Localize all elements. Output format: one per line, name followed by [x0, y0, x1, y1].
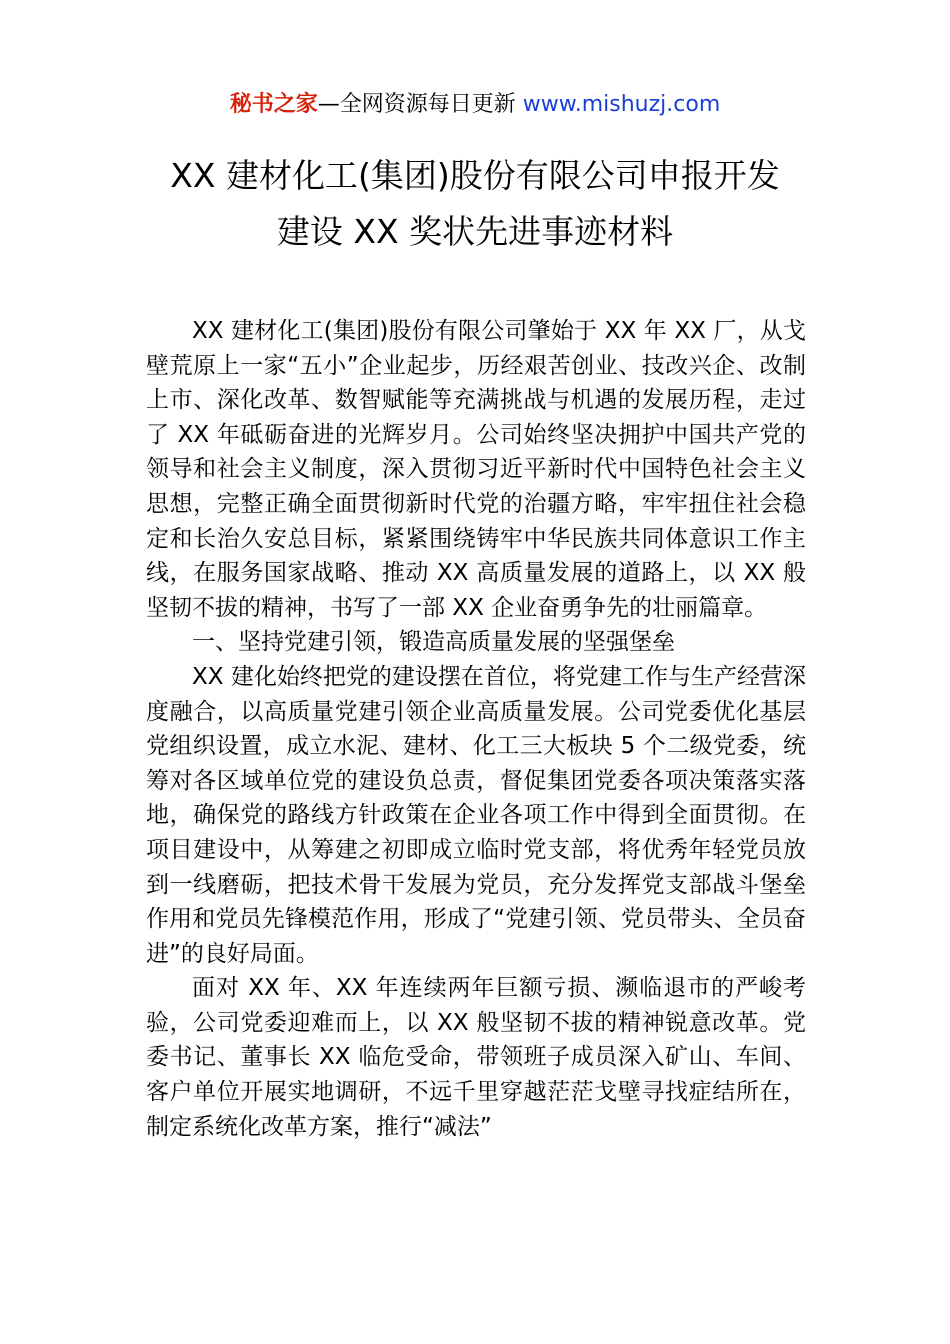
brand-name: 秘书之家	[229, 92, 318, 117]
site-header	[0, 88, 950, 122]
header-tagline: —全网资源每日更新	[317, 92, 523, 117]
document-title	[60, 148, 890, 260]
title-line-1: XX 建材化工(集团)股份有限公司申报开发	[170, 156, 780, 195]
paragraph-reform: 面对 XX 年、XX 年连续两年巨额亏损、濒临退市的严峻考验，公司党委迎难而上，以 XX 般坚韧不拔的精神锐意改革。党委书记、董事长 XX 临危受命，带领班子成员深入矿山、车间、客户单位开展实地调研，不远千里穿越茫茫戈壁寻找症结所在，制定系统化改革方案，推行“减法”	[146, 975, 806, 1140]
section-heading-1: 一、坚持党建引领，锻造高质量发展的坚强堡垒	[192, 629, 675, 656]
paragraph-party-building: XX 建化始终把党的建设摆在首位，将党建工作与生产经营深度融合，以高质量党建引领企业高质量发展。公司党委优化基层党组织设置，成立水泥、建材、化工三大板块 5 个二级党委，统筹对各区域单位党的建设负总责，督促集团党委各项决策落实落地，确保党的路线方针政策在企业各项工作中得到全面贯彻。在项目建设中，从筹建之初即成立临时党支部，将优秀年轻党员放到一线磨砺，把技术骨干发展为党员，充分发挥党支部战斗堡垒作用和党员先锋模范作用，形成了“党建引领、党员带头、全员奋进”的良好局面。	[146, 663, 806, 967]
title-line-2: 建设 XX 奖状先进事迹材料	[276, 212, 674, 251]
paragraph-intro: XX 建材化工(集团)股份有限公司肇始于 XX 年 XX 厂，从戈壁荒原上一家“五小”企业起步，历经艰苦创业、技改兴企、改制上市、深化改革、数智赋能等充满挑战与机遇的发展历程，走过了 XX 年砥砺奋进的光辉岁月。公司始终坚决拥护中国共产党的领导和社会主义制度，深入贯彻习近平新时代中国特色社会主义思想，完整正确全面贯彻新时代党的治疆方略，牢牢扭住社会稳定和长治久安总目标，紧紧围绕铸牢中华民族共同体意识工作主线，在服务国家战略、推动 XX 高质量发展的道路上，以 XX 般坚韧不拔的精神，书写了一部 XX 企业奋勇争先的壮丽篇章。	[146, 318, 806, 621]
site-url-link[interactable]: www.mishuzj.com	[522, 92, 721, 117]
document-body	[146, 314, 806, 1144]
